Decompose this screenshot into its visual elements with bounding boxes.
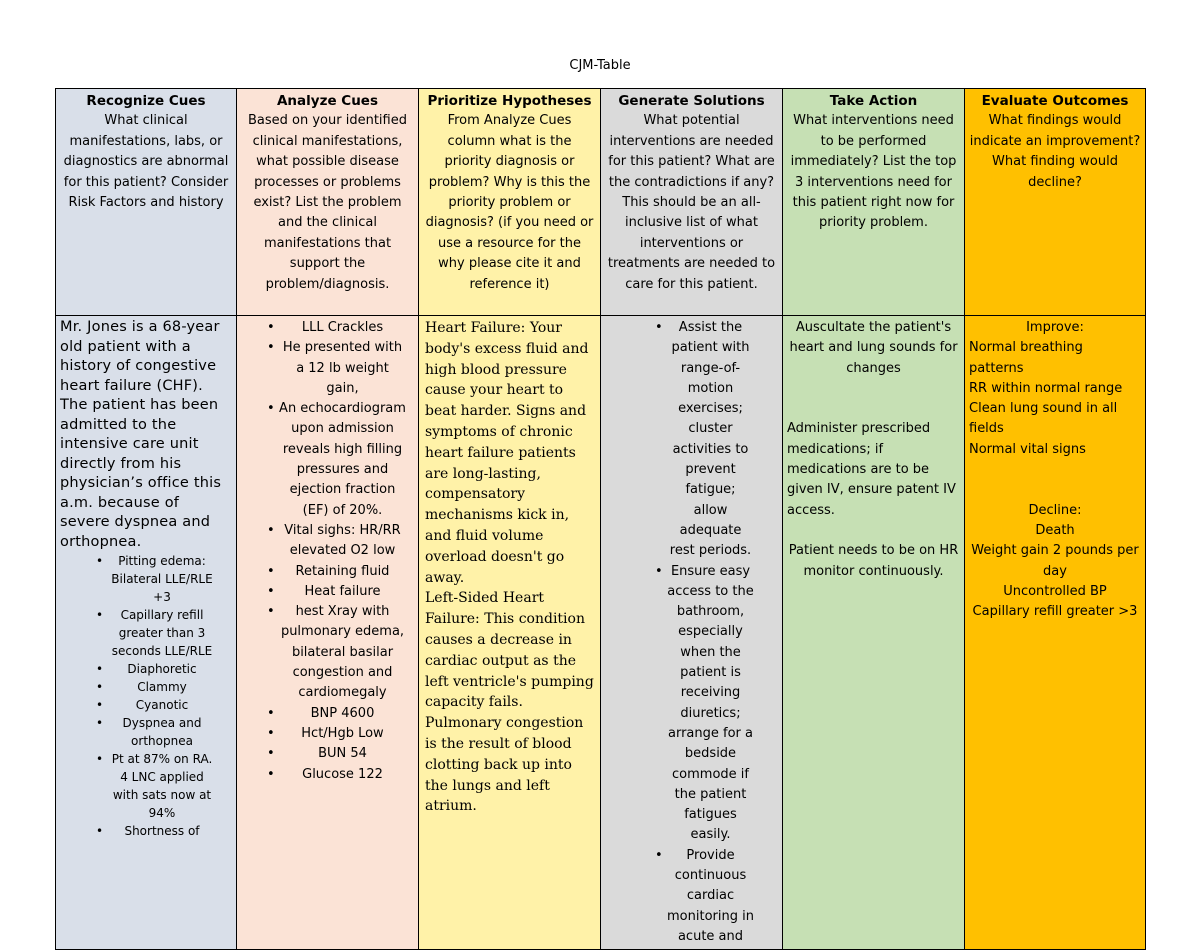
priority-diagnosis-text: Heart Failure: Your body's excess fluid and high blood pressure cause your heart to beat harder. Signs and symptoms of chronic heart failure patients are long-lasting, compensatory mechanisms kick in, and fluid volume overload doesn't go away. Left-Sided Heart Failure: This condition causes a decrease in cardiac output as the left ventricle's pumping capacity fails. Pulmonary congestion is the result of blood clotting back up into the lungs and left atrium. xyxy=(425,320,594,815)
list-item: • BUN 54 xyxy=(279,744,406,764)
document-title: CJM-Table xyxy=(569,58,631,73)
list-item: • Pt at 87% on RA. 4 LNC applied with sats now at 94% xyxy=(110,750,214,822)
list-item: • LLL Crackles xyxy=(279,318,406,338)
list-item: • He presented with a 12 lb weight gain, xyxy=(279,338,406,399)
list-item: • Clammy xyxy=(110,678,214,696)
decline-item: Weight gain 2 pounds per day xyxy=(971,543,1139,579)
header-title: Take Action xyxy=(829,93,918,109)
header-title: Analyze Cues xyxy=(276,93,379,109)
header-evaluate-outcomes xyxy=(965,89,1146,316)
improve-item: Normal vital signs xyxy=(969,441,1086,457)
improve-item: Clean lung sound in all fields xyxy=(969,401,1118,437)
list-item: • An echocardiogram upon admission reveals high filling pressures and ejection fraction (EF) of 20%. xyxy=(279,399,406,521)
list-item: • Pitting edema: Bilateral LLE/RLE +3 xyxy=(110,552,214,606)
header-description: What findings would indicate an improvement? What finding would decline? xyxy=(969,113,1141,190)
content-row xyxy=(56,316,1146,950)
header-generate-solutions xyxy=(601,89,783,316)
header-title: Recognize Cues xyxy=(86,93,206,109)
generate-solutions-list xyxy=(605,318,778,947)
list-item: • Diaphoretic xyxy=(110,660,214,678)
analyze-cues-list xyxy=(241,318,414,785)
decline-item: Death xyxy=(1035,522,1075,538)
improve-item: Normal breathing patterns xyxy=(969,340,1083,376)
action-medications: Administer prescribed medications; if medications are to be given IV, ensure patent IV access. xyxy=(787,421,956,518)
action-auscultate: Auscultate the patient's heart and lung sounds for changes xyxy=(789,320,958,376)
take-action-cell xyxy=(783,316,965,950)
decline-item: Uncontrolled BP xyxy=(1003,583,1107,599)
evaluate-outcomes-cell xyxy=(965,316,1146,950)
decline-label: Decline: xyxy=(1028,502,1082,518)
improve-label: Improve: xyxy=(1026,320,1084,335)
improve-item: RR within normal range xyxy=(969,380,1123,396)
list-item: • Heat failure xyxy=(279,582,406,602)
list-item: • Retaining fluid xyxy=(279,562,406,582)
header-recognize-cues xyxy=(56,89,237,316)
list-item: • Cyanotic xyxy=(110,696,214,714)
generate-solutions-cell xyxy=(601,316,783,950)
header-title: Generate Solutions xyxy=(618,93,765,109)
action-hr-monitor: Patient needs to be on HR monitor continuously. xyxy=(788,543,959,579)
list-item: • Ensure easy access to the bathroom, especially when the patient is receiving diuretics; arrange for a bedside commode if the patient fatigues easily. xyxy=(667,562,754,846)
list-item: • Dyspnea and orthopnea xyxy=(110,714,214,750)
recognize-cues-cell xyxy=(56,316,237,950)
list-item: • Hct/Hgb Low xyxy=(279,724,406,744)
header-analyze-cues xyxy=(237,89,419,316)
header-description: What potential interventions are needed for this patient? What are the contradictions if any? This should be an all-inclusive list of what interventions or treatments are needed to care for this patient. xyxy=(607,113,776,292)
list-item: • Shortness of xyxy=(110,822,214,840)
header-prioritize-hypotheses xyxy=(419,89,601,316)
analyze-cues-cell xyxy=(237,316,419,950)
header-description: From Analyze Cues column what is the priority diagnosis or problem? Why is this the priority problem or diagnosis? (if you need or use a resource for the why please cite it and reference it) xyxy=(425,113,594,292)
list-item: • Assist the patient with range-of-motion exercises; cluster activities to prevent fatigue; allow adequate rest periods. xyxy=(667,318,754,562)
header-title: Evaluate Outcomes xyxy=(981,93,1129,109)
patient-scenario: Mr. Jones is a 68-year old patient with a history of congestive heart failure (CHF). The patient has been admitted to the intensive care unit directly from his physician’s office this a.m. because of severe dyspnea and orthopnea. xyxy=(60,319,222,550)
cjm-table xyxy=(55,88,1146,950)
header-description: What clinical manifestations, labs, or diagnostics are abnormal for this patient? Consider Risk Factors and history xyxy=(63,113,229,211)
list-item: • Provide continuous cardiac monitoring in acute and xyxy=(667,846,754,947)
header-description: Based on your identified clinical manifestations, what possible disease processes or problems exist? List the problem and the clinical manifestations that support the problem/diagnosis. xyxy=(248,113,407,292)
header-title: Prioritize Hypotheses xyxy=(427,93,592,109)
recognize-cues-list xyxy=(60,552,232,840)
header-row xyxy=(56,89,1146,316)
list-item: • Vital sighs: HR/RR elevated O2 low xyxy=(279,521,406,562)
list-item: • Capillary refill greater than 3 seconds LLE/RLE xyxy=(110,606,214,660)
decline-item: Capillary refill greater >3 xyxy=(972,604,1138,620)
list-item: • BNP 4600 xyxy=(279,704,406,724)
header-take-action xyxy=(783,89,965,316)
list-item: • Glucose 122 xyxy=(279,765,406,785)
prioritize-hypotheses-cell xyxy=(419,316,601,950)
list-item: • hest Xray with pulmonary edema, bilateral basilar congestion and cardiomegaly xyxy=(279,602,406,703)
header-description: What interventions need to be performed immediately? List the top 3 interventions need for this patient right now for priority problem. xyxy=(790,113,957,231)
